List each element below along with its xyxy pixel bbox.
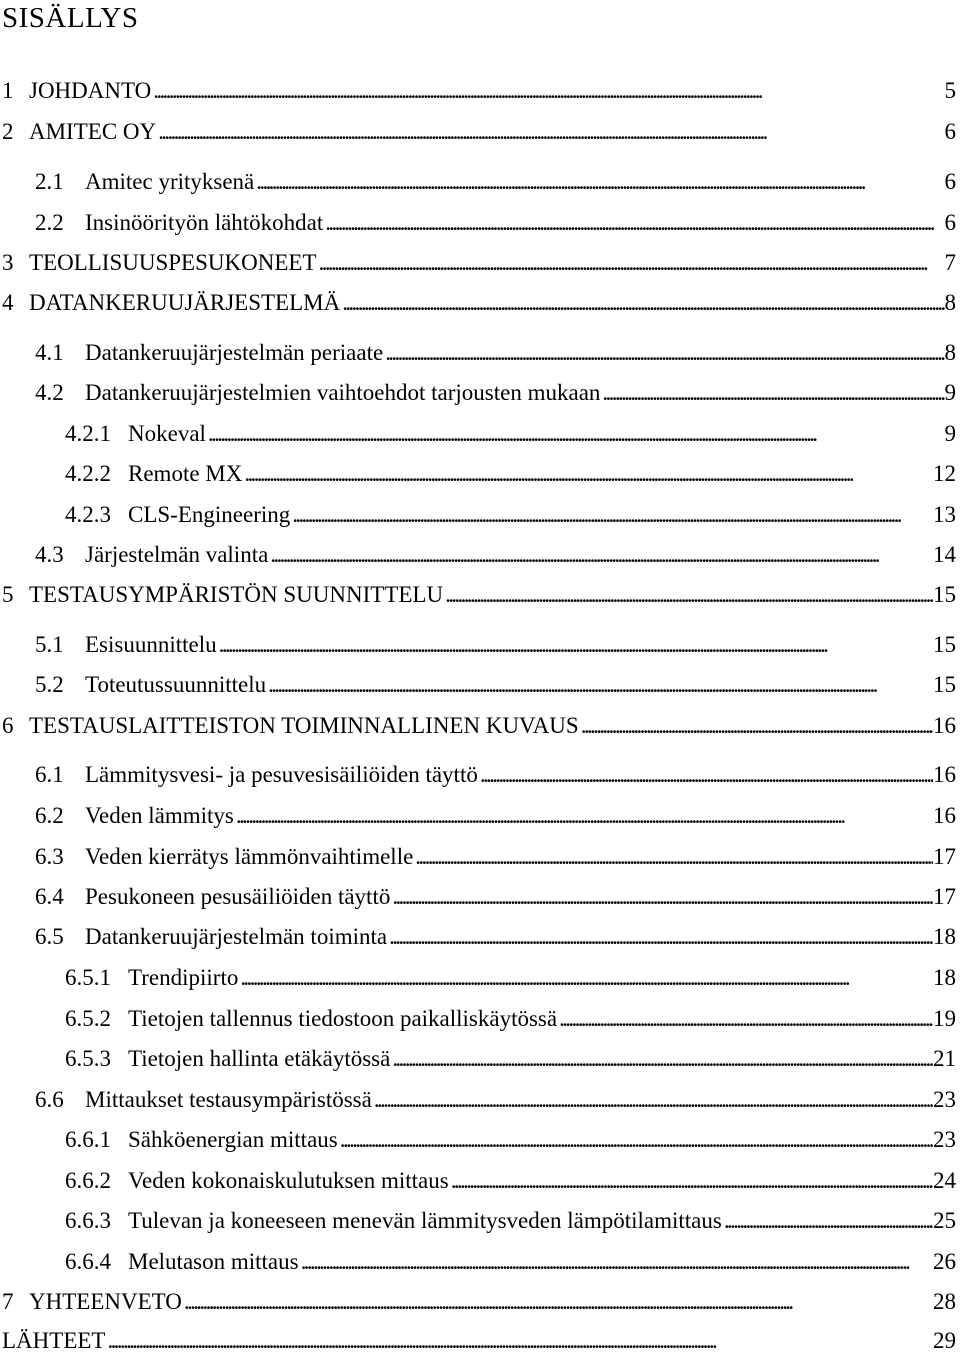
toc-entry-5-2[interactable] xyxy=(35,670,956,700)
toc-leader xyxy=(390,882,933,912)
toc-text: Mittaukset testausympäristössä xyxy=(85,1087,372,1112)
toc-text: Amitec yrityksenä xyxy=(85,169,255,194)
toc-page: 7 xyxy=(944,250,956,275)
toc-leader xyxy=(449,1166,933,1196)
toc-entry-6-6-1[interactable] xyxy=(65,1125,956,1155)
toc-entry-4-2-2[interactable] xyxy=(65,459,956,489)
toc-leader xyxy=(317,248,945,278)
toc-entry-5[interactable] xyxy=(2,580,956,610)
toc-number: 6.6.3 xyxy=(65,1208,111,1233)
toc-page: 5 xyxy=(944,78,956,103)
toc-page: 6 xyxy=(944,169,956,194)
toc-number: 6.5.1 xyxy=(65,965,111,990)
toc-leader xyxy=(323,208,944,238)
toc-page: 16 xyxy=(933,762,956,787)
toc-number: 4.1 xyxy=(35,340,64,365)
toc-page: 12 xyxy=(933,461,956,486)
toc-entry-6-3[interactable] xyxy=(35,842,956,872)
toc-leader xyxy=(340,288,944,318)
toc-entry-2-1[interactable] xyxy=(35,167,956,197)
toc-number: 6.6.1 xyxy=(65,1127,111,1152)
toc-text: Tulevan ja koneeseen menevän lämmitysveden lämpötilamittaus xyxy=(128,1208,722,1233)
toc-page: 14 xyxy=(933,542,956,567)
toc-text: Sähköenergian mittaus xyxy=(128,1127,338,1152)
toc-entry-lahteet[interactable] xyxy=(2,1326,956,1356)
toc-entry-6-6-2[interactable] xyxy=(65,1166,956,1196)
toc-leader xyxy=(579,711,933,741)
toc-text: DATANKERUUJÄRJESTELMÄ xyxy=(29,290,341,315)
toc-text: AMITEC OY xyxy=(29,119,157,144)
toc-page: 8 xyxy=(944,290,956,315)
toc-leader xyxy=(390,1044,933,1074)
toc-number: 6.6 xyxy=(35,1087,64,1112)
toc-number: 4.2.3 xyxy=(65,502,111,527)
toc-number: 7 xyxy=(2,1289,14,1314)
toc-leader xyxy=(217,630,933,660)
toc-entry-4-1[interactable] xyxy=(35,338,956,368)
toc-page: 15 xyxy=(933,672,956,697)
toc-leader xyxy=(151,76,944,106)
toc-page: 9 xyxy=(944,421,956,446)
toc-text: Veden lämmitys xyxy=(85,803,234,828)
toc-entry-4[interactable] xyxy=(2,288,956,318)
toc-text: Datankeruujärjestelmän toiminta xyxy=(85,924,388,949)
toc-leader xyxy=(254,167,944,197)
toc-number: 6.2 xyxy=(35,803,64,828)
toc-page: 29 xyxy=(933,1328,956,1353)
toc-page: 13 xyxy=(933,502,956,527)
toc-entry-6-6-4[interactable] xyxy=(65,1247,956,1277)
toc-entry-4-3[interactable] xyxy=(35,540,956,570)
toc-leader xyxy=(234,801,933,831)
toc-number: 6.4 xyxy=(35,884,64,909)
toc-entry-5-1[interactable] xyxy=(35,630,956,660)
toc-text: TEOLLISUUSPESUKONEET xyxy=(29,250,317,275)
toc-number: 4.2.1 xyxy=(65,421,111,446)
toc-entry-6[interactable] xyxy=(2,711,956,741)
toc-page: 18 xyxy=(933,965,956,990)
toc-entry-6-4[interactable] xyxy=(35,882,956,912)
toc-text: Tietojen hallinta etäkäytössä xyxy=(128,1046,391,1071)
toc-number: 2.1 xyxy=(35,169,64,194)
toc-text: Remote MX xyxy=(128,461,243,486)
toc-page: 8 xyxy=(944,340,956,365)
toc-text: Tietojen tallennus tiedostoon paikalliskäytössä xyxy=(128,1006,558,1031)
toc-number: 6 xyxy=(2,713,14,738)
toc-text: LÄHTEET xyxy=(2,1328,106,1353)
toc-text: Pesukoneen pesusäiliöiden täyttö xyxy=(85,884,391,909)
toc-entry-3[interactable] xyxy=(2,248,956,278)
toc-page: 18 xyxy=(933,924,956,949)
toc-leader xyxy=(372,1085,933,1115)
toc-text: Veden kokonaiskulutuksen mittaus xyxy=(128,1168,449,1193)
toc-number: 6.5 xyxy=(35,924,64,949)
toc-text: Esisuunnittelu xyxy=(85,632,217,657)
toc-entry-6-5[interactable] xyxy=(35,922,956,952)
toc-text: Lämmitysvesi- ja pesuvesisäiliöiden täyttö xyxy=(85,762,478,787)
toc-leader xyxy=(105,1326,933,1356)
toc-number: 6.6.4 xyxy=(65,1249,111,1274)
toc-page: 17 xyxy=(933,844,956,869)
toc-text: Datankeruujärjestelmän periaate xyxy=(85,340,384,365)
toc-text: Insinöörityön lähtökohdat xyxy=(85,210,324,235)
toc-leader xyxy=(478,760,933,790)
toc-page: 15 xyxy=(933,582,956,607)
toc-entry-2[interactable] xyxy=(2,117,956,147)
toc-entry-4-2-3[interactable] xyxy=(65,500,956,530)
toc-leader xyxy=(600,378,944,408)
toc-entry-6-5-2[interactable] xyxy=(65,1004,956,1034)
toc-number: 1 xyxy=(2,78,14,103)
toc-leader xyxy=(387,922,933,952)
toc-entry-6-6[interactable] xyxy=(35,1085,956,1115)
toc-entry-4-2-1[interactable] xyxy=(65,419,956,449)
toc-text: CLS-Engineering xyxy=(128,502,291,527)
toc-page: 6 xyxy=(944,119,956,144)
toc-number: 6.1 xyxy=(35,762,64,787)
page-title: SISÄLLYS xyxy=(2,2,139,34)
toc-leader xyxy=(299,1247,933,1277)
toc-entry-6-1[interactable] xyxy=(35,760,956,790)
toc-leader xyxy=(338,1125,933,1155)
toc-text: Melutason mittaus xyxy=(128,1249,299,1274)
toc-leader xyxy=(268,540,933,570)
toc-page: 15 xyxy=(933,632,956,657)
toc-number: 5.2 xyxy=(35,672,64,697)
toc-entry-6-6-3[interactable] xyxy=(65,1206,956,1236)
toc-entry-1[interactable] xyxy=(2,76,956,106)
toc-text: Trendipiirto xyxy=(128,965,239,990)
toc-page: 19 xyxy=(933,1006,956,1031)
toc-leader xyxy=(383,338,944,368)
toc-number: 4.3 xyxy=(35,542,64,567)
toc-entry-4-2[interactable] xyxy=(35,378,956,408)
toc-leader xyxy=(722,1206,933,1236)
toc-leader xyxy=(206,419,945,449)
toc-text: Nokeval xyxy=(128,421,206,446)
toc-number: 3 xyxy=(2,250,14,275)
toc-entry-2-2[interactable] xyxy=(35,208,956,238)
toc-entry-6-2[interactable] xyxy=(35,801,956,831)
toc-number: 6.3 xyxy=(35,844,64,869)
toc-leader xyxy=(413,842,933,872)
toc-number: 2.2 xyxy=(35,210,64,235)
toc-leader xyxy=(182,1287,933,1317)
toc-page: 23 xyxy=(933,1127,956,1152)
toc-text: Toteutussuunnittelu xyxy=(85,672,267,697)
toc-number: 2 xyxy=(2,119,14,144)
toc-number: 5 xyxy=(2,582,14,607)
toc-page: 6 xyxy=(944,210,956,235)
toc-page: 9 xyxy=(944,380,956,405)
toc-page: 23 xyxy=(933,1087,956,1112)
toc-leader xyxy=(266,670,933,700)
toc-page: 28 xyxy=(933,1289,956,1314)
toc-page: 24 xyxy=(933,1168,956,1193)
toc-text: Järjestelmän valinta xyxy=(85,542,269,567)
toc-text: Datankeruujärjestelmien vaihtoehdot tarjousten mukaan xyxy=(85,380,601,405)
toc-number: 4 xyxy=(2,290,14,315)
toc-number: 6.5.2 xyxy=(65,1006,111,1031)
toc-text: TESTAUSLAITTEISTON TOIMINNALLINEN KUVAUS xyxy=(29,713,579,738)
toc-number: 6.6.2 xyxy=(65,1168,111,1193)
toc-leader xyxy=(238,963,933,993)
toc-number: 4.2 xyxy=(35,380,64,405)
toc-text: YHTEENVETO xyxy=(29,1289,182,1314)
toc-entry-6-5-3[interactable] xyxy=(65,1044,956,1074)
toc-text: JOHDANTO xyxy=(29,78,152,103)
toc-number: 5.1 xyxy=(35,632,64,657)
toc-number: 4.2.2 xyxy=(65,461,111,486)
toc-page: 25 xyxy=(933,1208,956,1233)
toc-page: 16 xyxy=(933,803,956,828)
toc-page: 17 xyxy=(933,884,956,909)
toc-text: TESTAUSYMPÄRISTÖN SUUNNITTELU xyxy=(29,582,444,607)
toc-page: 16 xyxy=(933,713,956,738)
toc-entry-7[interactable] xyxy=(2,1287,956,1317)
toc-leader xyxy=(290,500,933,530)
toc-leader xyxy=(443,580,933,610)
toc-entry-6-5-1[interactable] xyxy=(65,963,956,993)
toc-page: 21 xyxy=(933,1046,956,1071)
toc-text: Veden kierrätys lämmönvaihtimelle xyxy=(85,844,414,869)
toc-leader xyxy=(557,1004,933,1034)
toc-leader xyxy=(156,117,944,147)
toc-page: 26 xyxy=(933,1249,956,1274)
toc-leader xyxy=(242,459,933,489)
toc-number: 6.5.3 xyxy=(65,1046,111,1071)
